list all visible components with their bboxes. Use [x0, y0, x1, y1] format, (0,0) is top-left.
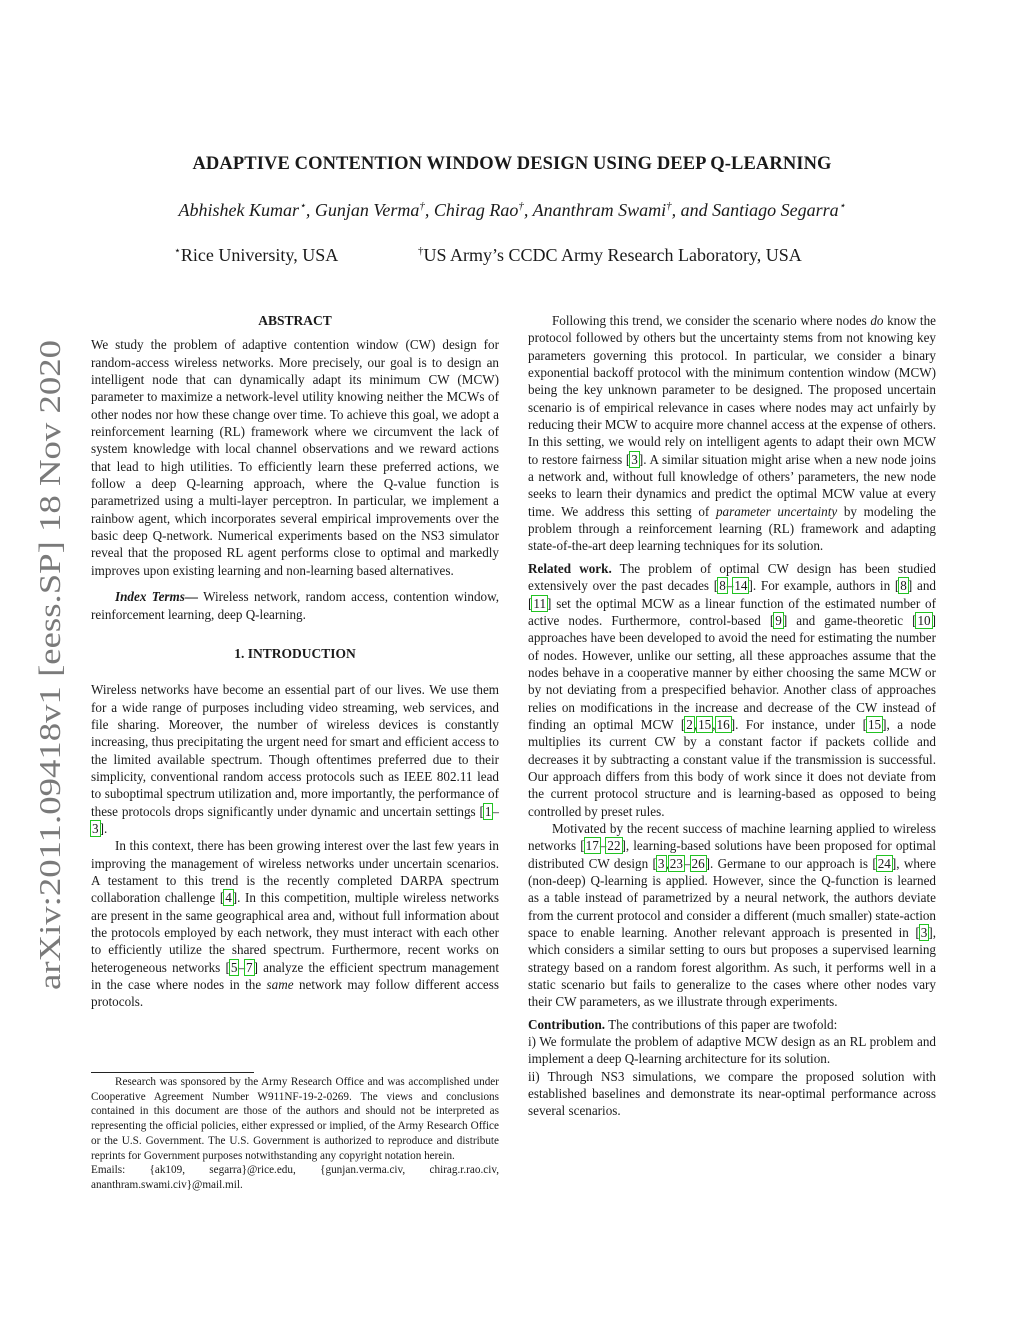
related-work-paragraph: Related work. The problem of optimal CW design has been studied extensively over the past decades [8–14]. For example, authors in [8] and [11] set the optimal MCW as a linear function of the estimated number of active nodes. Furthermore, control-based [9] and game-theoretic [10] approaches have been developed to avoid the need for estimating the number of nodes. However, unlike our setting, all these approaches assume that the nodes behave in a cooperative manner by either choosing the same MCW or by not deviating from a prespecified behavior. Another class of approaches relies on modifications in the increase and decrease of the CW instead of finding an optimal MCW [2,15,16]. For instance, under [15], a node multiplies its current CW by a constant factor if packets collide and decreases it by subtracting a constant value if the transmission is successful. Our approach differs from this body of work since it does not deviate from the current protocol structure and is learning-based as opposed to being controlled by preset rules.	[528, 560, 937, 819]
index-terms-label: Index Terms—	[115, 589, 199, 605]
citation-link[interactable]: 17	[585, 838, 599, 854]
author-name: Chirag Rao	[433, 200, 519, 220]
abstract-text: We study the problem of adaptive contention window (CW) design for random-access wireless networks. More precisely, our goal is to design an intelligent node that can dynamically adapt its minimum CW (MCW) parameter to maximize a network-level utility knowing neither the MCWs of other nodes nor how these change over time. To achieve this goal, we adopt a reinforcement learning (RL) framework where we circumvent the lack of system knowledge with local channel observations and we reward actions that lead to high utilities. To efficiently learn these preferred actions, we follow a deep Q-learning approach, where the Q-value function is parametrized using a multi-layer perceptron. In particular, we implement a rainbow agent, which incorporates several empirical improvements over the basic deep Q-network. Numerical experiments based on the NS3 simulator reveal that the proposed RL agent performs close to optimal and markedly improves upon existing learning and non-learning based alternatives.	[91, 337, 499, 578]
footnote	[91, 1075, 499, 1193]
emails-note: Emails: {ak109, segarra}@rice.edu, {gunjan.verma.civ, chirag.r.rao.civ, ananthram.swami.civ}@mail.mil.	[91, 1164, 499, 1191]
arxiv-id-text: arXiv:2011.09418v1 [eess.SP] 18 Nov 2020	[32, 441, 67, 990]
arxiv-identifier	[30, 340, 68, 990]
author-mark: †	[666, 200, 672, 212]
left-column	[91, 312, 499, 1011]
citation-link[interactable]: 9	[775, 612, 782, 628]
author-list: Abhishek Kumar⋆, Gunjan Verma†, Chirag Rao†, Ananthram Swami†, and Santiago Segarra⋆	[178, 200, 846, 220]
citation-link[interactable]: 3	[920, 925, 928, 941]
funding-note: Research was sponsored by the Army Research Office and was accomplished under Cooperative Agreement Number W911NF-19-2-0269. The views and conclusions contained in this document are those of the authors and should not be interpreted as representing the official policies, either expressed or implied, of the Army Research Office or the U.S. Government. The U.S. Government is authorized to reproduce and distribute reprints for Government purposes notwithstanding any copyright notation herein.	[91, 1076, 499, 1162]
index-terms: Index Terms— Wireless network, random access, contention window, reinforcement learning, deep Q-learning.	[91, 589, 500, 622]
affiliation-rice: ⋆Rice University, USA	[174, 245, 339, 265]
citation-link[interactable]: 3	[657, 855, 665, 871]
footnote-divider	[91, 1072, 254, 1073]
citation-link[interactable]: 22	[607, 838, 621, 854]
citation-link[interactable]: 7	[246, 959, 253, 975]
right-column	[528, 312, 936, 1120]
author-mark: †	[518, 200, 524, 212]
author-name: Gunjan Verma	[314, 200, 420, 220]
citation-link[interactable]: 24	[877, 855, 891, 871]
author-name: Santiago Segarra	[712, 200, 839, 220]
related-work-label: Related work.	[528, 560, 612, 576]
author-mark: ⋆	[838, 200, 846, 212]
intro-paragraph-1: Wireless networks have become an essential part of our lives. We use them for a wide range of purposes including video streaming, web services, and file sharing. Moreover, the number of wireless devices is constantly increasing, thus precipitating the urgent need for smart and efficient access to the limited available spectrum. Though oftentimes preferred due to their simplicity, conventional random access protocols such as IEEE 802.11 lead to suboptimal spectrum utilization and, more importantly, the performance of these protocols drops significantly under dynamic and uncertain settings [1–3].	[91, 682, 499, 836]
affiliation-arl: †US Army’s CCDC Army Research Laboratory, USA	[418, 245, 802, 265]
citation-link[interactable]: 14	[734, 578, 748, 594]
contribution-label: Contribution.	[528, 1016, 606, 1032]
contribution-item-2: ii) Through NS3 simulations, we compare the proposed solution with established baselines and demonstrate its near-optimal performance across several scenarios.	[528, 1068, 936, 1119]
citation-link[interactable]: 23	[669, 855, 683, 871]
citation-link[interactable]: 8	[900, 578, 907, 594]
citation-link[interactable]: 1	[484, 803, 492, 819]
author-mark: ⋆	[298, 200, 306, 212]
citation-link[interactable]: 8	[719, 578, 726, 594]
citation-link[interactable]: 26	[691, 855, 705, 871]
citation-link[interactable]: 4	[225, 890, 232, 906]
contribution-item-1: i) We formulate the problem of adaptive MCW design as an RL problem and implement a deep Q-learning architecture for its solution.	[528, 1034, 936, 1067]
abstract-heading: ABSTRACT	[258, 313, 332, 328]
author-name: Ananthram Swami	[532, 200, 667, 220]
citation-link[interactable]: 10	[917, 612, 931, 628]
citation-link[interactable]: 11	[533, 595, 547, 611]
citation-link[interactable]: 15	[867, 716, 882, 732]
intro-paragraph-2: In this context, there has been growing interest over the last few years in improving the management of wireless networks under uncertain scenarios. A testament to this trend is the recently completed DARPA spectrum collaboration challenge [4]. In this competition, multiple wireless networks are present in the same geographical area and, without full information about the protocols employed by each network, they must interact with each other to efficiently utilize the shared spectrum. Furthermore, recent works on heterogeneous networks [5–7] analyze the efficient spectrum management in the case where nodes in the same network may follow different access protocols.	[91, 838, 499, 1010]
paper-title: ADAPTIVE CONTENTION WINDOW DESIGN USING DEEP Q-LEARNING	[192, 154, 832, 174]
citation-link[interactable]: 3	[92, 820, 99, 836]
citation-link[interactable]: 2	[686, 716, 693, 732]
body-paragraph-motivation: Motivated by the recent success of machine learning applied to wireless networks [17–22], learning-based solutions have been proposed for optimal distributed CW design [3,23–26]. Germane to our approach is [24], where (non-deep) Q-learning is applied. However, since the Q-function is learned as a table instead of parametrized by a neural network, the authors deviate from the current protocol and consider a different (much smaller) state-action space to enable learning. Another relevant approach is presented in [3], which considers a similar setting to ours but proposes a supervised learning strategy based on a random forest algorithm. As such, it performs well in a static scenario but fails to generalize to the cases where other nodes vary their CW parameters, as we illustrate through experiments.	[528, 820, 936, 1010]
citation-link[interactable]: 15	[698, 716, 712, 732]
author-mark: †	[419, 200, 425, 212]
intro-heading: 1. INTRODUCTION	[234, 645, 356, 661]
citation-link[interactable]: 16	[716, 716, 730, 732]
contribution-paragraph: Contribution. The contributions of this paper are twofold:	[528, 1016, 838, 1032]
author-name: Abhishek Kumar	[178, 200, 299, 220]
citation-link[interactable]: 3	[631, 451, 638, 467]
body-paragraph-trend: Following this trend, we consider the scenario where nodes do know the protocol followed by others but the uncertainty stems from not knowing key parameters governing this protocol. In particular, we consider a binary exponential backoff protocol with the minimum contention window (MCW) being the key unknown parameter to be designed. The proposed uncertain scenario is of empirical relevance in cases where nodes may act unfairly by reducing their MCW to acquire more channel access at the expense of others. In this setting, we would rely on intelligent agents to adapt their own MCW to restore fairness [3]. A similar situation might arise when a new node joins a network and, without full knowledge of others’ parameters, the new node seeks to learn their dynamics and predict the optimal MCW value at every time. We address this setting of parameter uncertainty by modeling the problem through a reinforcement learning (RL) framework and adapting state-of-the-art deep learning techniques for its solution.	[528, 313, 936, 554]
citation-link[interactable]: 5	[230, 959, 238, 975]
